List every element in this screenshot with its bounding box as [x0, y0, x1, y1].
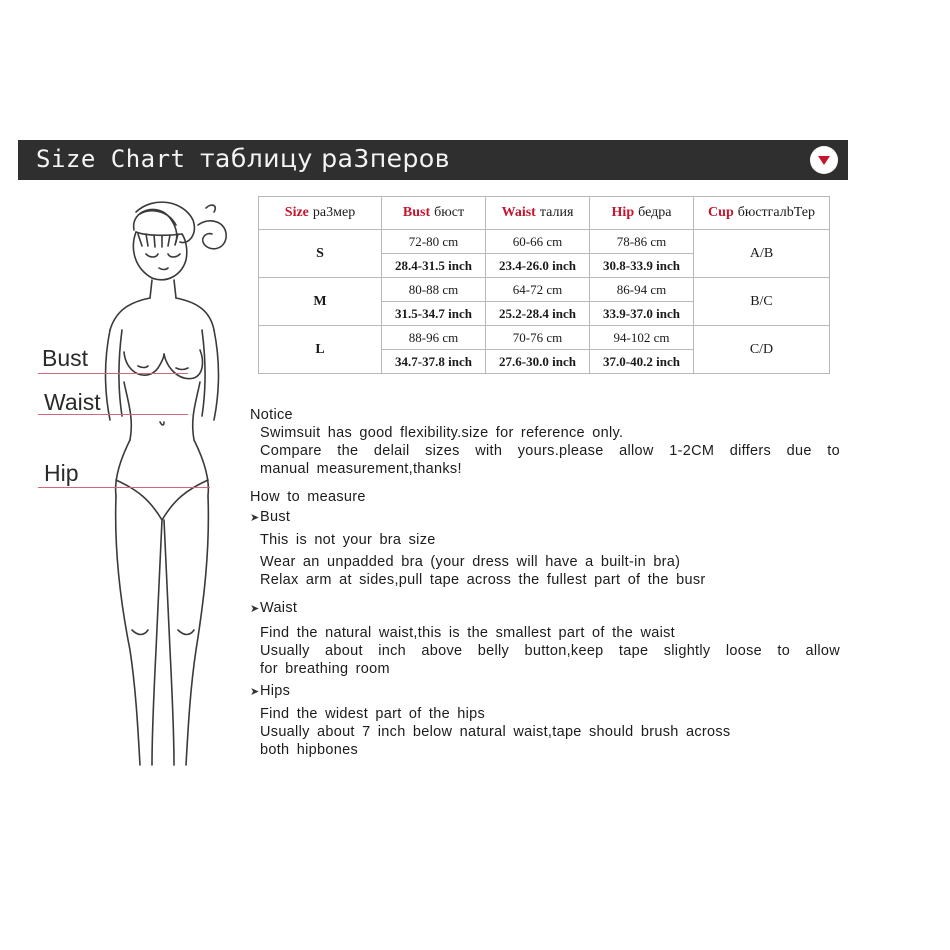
col-waist-header-en: Waist: [501, 205, 536, 220]
table-row: [259, 278, 830, 302]
waist-section-heading: [250, 599, 840, 618]
waist-inch-cell: 25.2-28.4 inch: [486, 302, 590, 326]
waist-cm-cell: 64-72 cm: [486, 278, 590, 302]
header-title-ru: таблицу ра3перов: [199, 144, 450, 173]
hips-instruction-line: Usually about 7 inch below natural waist,tape should brush across: [260, 724, 731, 740]
col-hip-header-en: Hip: [611, 205, 635, 220]
bust-instruction-line: Relax arm at sides,pull tape across the fullest part of the busr: [260, 572, 706, 588]
size-table: [258, 196, 830, 374]
hips-instruction-line: both hipbones: [260, 742, 359, 758]
size-cell: S: [259, 230, 382, 278]
waist-instruction-line: for breathing room: [260, 661, 390, 677]
col-bust-header-en: Bust: [402, 205, 431, 220]
col-cup-header-ru: бюстгалbТер: [737, 205, 815, 220]
hips-instruction-line: Find the widest part of the hips: [260, 706, 486, 722]
cup-cell: A/B: [694, 230, 830, 278]
bust-cm-cell: 80-88 cm: [382, 278, 486, 302]
bust-instruction-line: This is not your bra size: [260, 532, 436, 548]
bust-label: Bust: [42, 345, 89, 371]
waist-instruction-line: Find the natural waist,this is the smallest part of the waist: [260, 625, 675, 641]
col-bust-header: [382, 197, 486, 230]
notice-line: Swimsuit has good flexibility.size for reference only.: [260, 425, 624, 441]
bust-measure-line: [38, 373, 188, 374]
hip-inch-cell: 30.8-33.9 inch: [590, 254, 694, 278]
hip-cm-cell: 86-94 cm: [590, 278, 694, 302]
header-title-en: Size Chart: [36, 145, 186, 173]
col-size-header-ru: ра3мер: [312, 205, 356, 220]
col-waist-header-ru: талия: [539, 205, 574, 220]
col-hip-header-ru: бедра: [638, 205, 672, 220]
notice-line: manual measurement,thanks!: [260, 461, 462, 477]
hips-section-heading: [250, 682, 840, 701]
table-row: [259, 230, 830, 254]
arrow-bullet-icon: ➤: [250, 686, 260, 698]
size-cell: M: [259, 278, 382, 326]
waist-inch-cell: 23.4-26.0 inch: [486, 254, 590, 278]
arrow-bullet-icon: ➤: [250, 512, 260, 524]
hip-inch-cell: 37.0-40.2 inch: [590, 350, 694, 374]
bust-cm-cell: 72-80 cm: [382, 230, 486, 254]
bust-section-title: Bust: [260, 509, 291, 525]
cup-cell: B/C: [694, 278, 830, 326]
hip-label: Hip: [44, 460, 79, 486]
col-cup-header-en: Cup: [708, 205, 734, 220]
bust-section-heading: [250, 508, 840, 527]
table-row: [259, 326, 830, 350]
notice-heading: Notice: [250, 407, 293, 423]
arrow-bullet-icon: ➤: [250, 603, 260, 615]
bust-inch-cell: 34.7-37.8 inch: [382, 350, 486, 374]
bust-inch-cell: 31.5-34.7 inch: [382, 302, 486, 326]
size-cell: L: [259, 326, 382, 374]
size-chart-header: [18, 140, 848, 180]
hip-cm-cell: 78-86 cm: [590, 230, 694, 254]
hip-inch-cell: 33.9-37.0 inch: [590, 302, 694, 326]
col-size-header-en: Size: [284, 205, 309, 220]
col-bust-header-ru: бюст: [434, 205, 465, 220]
bust-inch-cell: 28.4-31.5 inch: [382, 254, 486, 278]
header-title: [36, 144, 450, 173]
waist-inch-cell: 27.6-30.0 inch: [486, 350, 590, 374]
hips-section-title: Hips: [260, 683, 291, 699]
bust-instruction-line: Wear an unpadded bra (your dress will have a built-in bra): [260, 554, 681, 570]
col-hip-header: [590, 197, 694, 230]
waist-section-title: Waist: [260, 600, 298, 616]
hip-cm-cell: 94-102 cm: [590, 326, 694, 350]
how-to-measure-heading: How to measure: [250, 489, 366, 505]
collapse-toggle-button[interactable]: [810, 146, 838, 174]
cup-cell: C/D: [694, 326, 830, 374]
waist-label: Waist: [44, 389, 101, 415]
bust-cm-cell: 88-96 cm: [382, 326, 486, 350]
measurement-notes: [250, 406, 840, 759]
col-cup-header: [694, 197, 830, 230]
waist-cm-cell: 60-66 cm: [486, 230, 590, 254]
table-header-row: [259, 197, 830, 230]
chevron-down-circle-icon: [810, 146, 838, 174]
col-waist-header: [486, 197, 590, 230]
waist-instruction-line: Usually about inch above belly button,keep tape slightly loose to allow: [260, 643, 840, 659]
hip-measure-line: [38, 487, 210, 488]
notice-line: Compare the delail sizes with yours.please allow 1-2CM differs due to: [260, 443, 840, 459]
col-size-header: [259, 197, 382, 230]
waist-cm-cell: 70-76 cm: [486, 326, 590, 350]
waist-measure-line: [38, 414, 188, 415]
